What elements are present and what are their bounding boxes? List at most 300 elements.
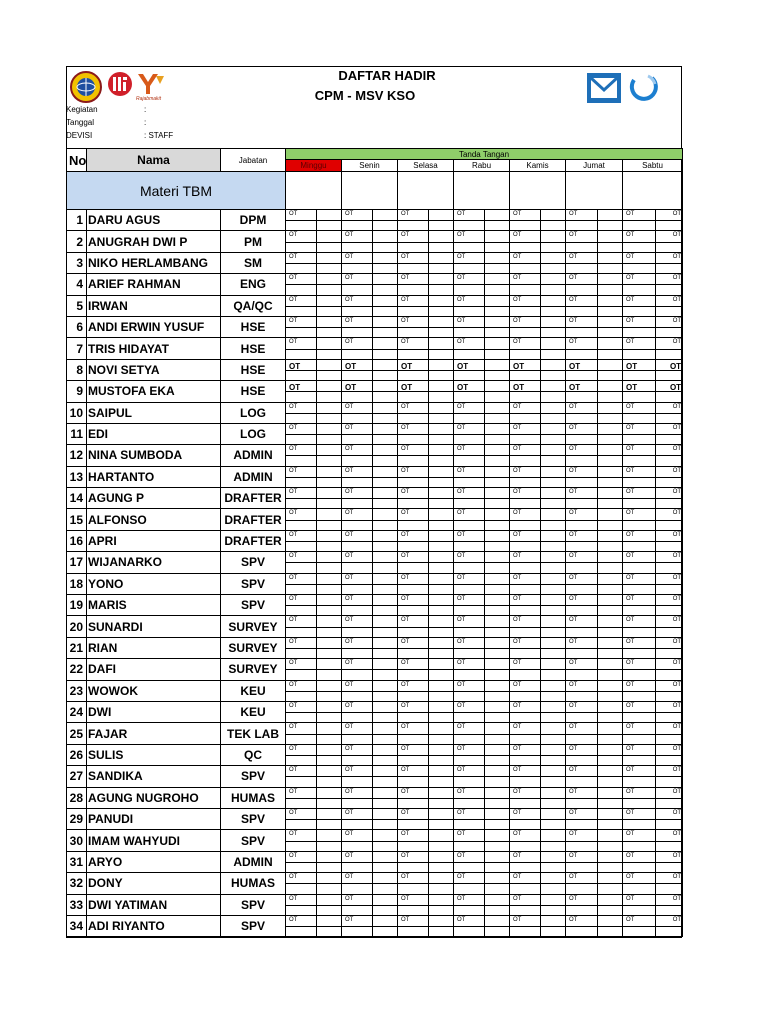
signature-cell[interactable] xyxy=(454,530,510,551)
signature-cell[interactable] xyxy=(454,381,510,402)
signature-cell[interactable] xyxy=(286,210,342,231)
signature-cell[interactable] xyxy=(286,573,342,594)
signature-cell[interactable] xyxy=(398,830,454,851)
cell-divider xyxy=(566,284,622,285)
signature-cell[interactable] xyxy=(566,274,623,295)
signature-cell[interactable] xyxy=(398,445,454,466)
ot-mark: OT xyxy=(289,702,298,709)
cell-divider xyxy=(566,819,622,820)
ot-mark: OT xyxy=(672,339,682,346)
signature-cell[interactable] xyxy=(398,231,454,252)
signature-cell[interactable] xyxy=(566,466,623,487)
signature-cell[interactable] xyxy=(286,766,342,787)
signature-cell[interactable] xyxy=(454,274,510,295)
signature-cell[interactable] xyxy=(398,316,454,337)
signature-cell[interactable] xyxy=(454,808,510,829)
ot-mark: OT xyxy=(401,403,410,410)
signature-cell[interactable] xyxy=(342,915,398,936)
signature-cell[interactable] xyxy=(398,723,454,744)
signature-cell[interactable] xyxy=(454,701,510,722)
signature-cell[interactable] xyxy=(342,616,398,637)
signature-cell[interactable] xyxy=(566,808,623,829)
signature-cell[interactable] xyxy=(398,637,454,658)
signature-cell[interactable] xyxy=(510,509,566,530)
signature-cell[interactable] xyxy=(566,915,623,936)
signature-cell[interactable] xyxy=(623,231,683,252)
signature-cell[interactable] xyxy=(510,595,566,616)
signature-cell[interactable] xyxy=(342,210,398,231)
signature-cell[interactable] xyxy=(398,381,454,402)
signature-cell[interactable] xyxy=(510,338,566,359)
signature-cell[interactable] xyxy=(454,787,510,808)
row-nama: FAJAR xyxy=(87,723,221,744)
signature-cell[interactable] xyxy=(342,595,398,616)
signature-cell[interactable] xyxy=(342,295,398,316)
signature-cell[interactable] xyxy=(454,659,510,680)
signature-cell[interactable] xyxy=(342,830,398,851)
signature-cell[interactable] xyxy=(286,488,342,509)
signature-cell[interactable] xyxy=(286,466,342,487)
signature-cell[interactable] xyxy=(566,595,623,616)
signature-cell[interactable] xyxy=(342,680,398,701)
signature-cell[interactable] xyxy=(510,381,566,402)
signature-cell[interactable] xyxy=(566,701,623,722)
signature-cell[interactable] xyxy=(566,659,623,680)
signature-cell[interactable] xyxy=(510,787,566,808)
signature-cell[interactable] xyxy=(566,766,623,787)
signature-cell[interactable] xyxy=(342,851,398,872)
cell-divider xyxy=(372,809,373,829)
row-nama: ARYO xyxy=(87,851,221,872)
signature-cell[interactable] xyxy=(566,445,623,466)
signature-cell[interactable] xyxy=(623,316,683,337)
signature-cell[interactable] xyxy=(510,295,566,316)
ot-mark: OT xyxy=(457,253,466,260)
signature-cell[interactable] xyxy=(454,316,510,337)
signature-cell[interactable] xyxy=(623,530,683,551)
signature-cell[interactable] xyxy=(398,530,454,551)
signature-cell[interactable] xyxy=(342,381,398,402)
table-row xyxy=(67,381,683,402)
cell-divider xyxy=(454,755,509,756)
cell-divider xyxy=(372,745,373,765)
cell-divider xyxy=(428,274,429,294)
signature-cell[interactable] xyxy=(286,509,342,530)
signature-cell[interactable] xyxy=(398,808,454,829)
signature-cell[interactable] xyxy=(566,359,623,380)
signature-cell[interactable] xyxy=(566,509,623,530)
ot-mark: OT xyxy=(345,574,354,581)
signature-cell[interactable] xyxy=(623,274,683,295)
signature-cell[interactable] xyxy=(623,851,683,872)
signature-cell[interactable] xyxy=(454,851,510,872)
signature-cell[interactable] xyxy=(454,894,510,915)
cell-divider xyxy=(623,263,682,264)
cell-divider xyxy=(510,306,565,307)
signature-cell[interactable] xyxy=(398,295,454,316)
signature-cell[interactable] xyxy=(623,466,683,487)
signature-cell[interactable] xyxy=(510,359,566,380)
signature-cell[interactable] xyxy=(286,915,342,936)
signature-cell[interactable] xyxy=(398,359,454,380)
signature-cell[interactable] xyxy=(398,423,454,444)
signature-cell[interactable] xyxy=(398,252,454,273)
signature-cell[interactable] xyxy=(623,616,683,637)
signature-cell[interactable] xyxy=(623,445,683,466)
signature-cell[interactable] xyxy=(342,637,398,658)
cell-divider xyxy=(655,552,656,572)
signature-cell[interactable] xyxy=(510,573,566,594)
signature-cell[interactable] xyxy=(398,466,454,487)
signature-cell[interactable] xyxy=(454,210,510,231)
signature-cell[interactable] xyxy=(623,595,683,616)
signature-cell[interactable] xyxy=(398,552,454,573)
signature-cell[interactable] xyxy=(286,616,342,637)
signature-cell[interactable] xyxy=(398,659,454,680)
row-nama: IRWAN xyxy=(87,295,221,316)
signature-cell[interactable] xyxy=(398,573,454,594)
signature-cell[interactable] xyxy=(623,894,683,915)
signature-cell[interactable] xyxy=(454,680,510,701)
signature-cell[interactable] xyxy=(566,381,623,402)
ot-mark: OT xyxy=(457,895,466,902)
signature-cell[interactable] xyxy=(623,210,683,231)
signature-cell[interactable] xyxy=(398,595,454,616)
signature-cell[interactable] xyxy=(566,295,623,316)
row-nama: YONO xyxy=(87,573,221,594)
signature-cell[interactable] xyxy=(398,274,454,295)
cell-divider xyxy=(566,413,622,414)
signature-cell[interactable] xyxy=(623,573,683,594)
signature-cell[interactable] xyxy=(286,359,342,380)
signature-cell[interactable] xyxy=(286,295,342,316)
signature-cell[interactable] xyxy=(623,787,683,808)
signature-cell[interactable] xyxy=(286,830,342,851)
signature-cell[interactable] xyxy=(623,766,683,787)
cell-divider xyxy=(342,498,397,499)
signature-cell[interactable] xyxy=(454,359,510,380)
signature-cell[interactable] xyxy=(454,338,510,359)
cell-divider xyxy=(510,541,565,542)
signature-cell[interactable] xyxy=(286,723,342,744)
cell-divider xyxy=(342,306,397,307)
signature-cell[interactable] xyxy=(510,274,566,295)
signature-cell[interactable] xyxy=(454,915,510,936)
signature-cell[interactable] xyxy=(510,766,566,787)
signature-cell[interactable] xyxy=(398,787,454,808)
cell-divider xyxy=(623,905,682,906)
signature-cell[interactable] xyxy=(286,274,342,295)
signature-cell[interactable] xyxy=(286,680,342,701)
ot-mark: OT xyxy=(401,531,410,538)
signature-cell[interactable] xyxy=(286,851,342,872)
signature-cell[interactable] xyxy=(510,744,566,765)
signature-cell[interactable] xyxy=(342,873,398,894)
signature-cell[interactable] xyxy=(623,744,683,765)
signature-cell[interactable] xyxy=(342,488,398,509)
signature-cell[interactable] xyxy=(342,573,398,594)
signature-cell[interactable] xyxy=(342,274,398,295)
signature-cell[interactable] xyxy=(623,915,683,936)
signature-cell[interactable] xyxy=(623,701,683,722)
signature-cell[interactable] xyxy=(398,338,454,359)
signature-cell[interactable] xyxy=(286,808,342,829)
signature-cell[interactable] xyxy=(623,423,683,444)
signature-cell[interactable] xyxy=(510,659,566,680)
signature-cell[interactable] xyxy=(342,466,398,487)
signature-cell[interactable] xyxy=(398,744,454,765)
signature-cell[interactable] xyxy=(454,766,510,787)
signature-cell[interactable] xyxy=(398,509,454,530)
signature-cell[interactable] xyxy=(286,552,342,573)
tanggal-value: : xyxy=(144,118,147,127)
signature-cell[interactable] xyxy=(566,488,623,509)
signature-cell[interactable] xyxy=(566,210,623,231)
signature-cell[interactable] xyxy=(342,552,398,573)
signature-cell[interactable] xyxy=(286,637,342,658)
ot-mark: OT xyxy=(289,361,301,371)
signature-cell[interactable] xyxy=(623,808,683,829)
signature-cell[interactable] xyxy=(623,552,683,573)
devisi-label: DEVISI xyxy=(66,131,93,140)
signature-cell[interactable] xyxy=(454,744,510,765)
signature-cell[interactable] xyxy=(510,210,566,231)
signature-cell[interactable] xyxy=(398,701,454,722)
cell-divider xyxy=(286,691,341,692)
signature-cell[interactable] xyxy=(510,231,566,252)
signature-cell[interactable] xyxy=(454,488,510,509)
signature-cell[interactable] xyxy=(398,488,454,509)
signature-cell[interactable] xyxy=(454,573,510,594)
signature-cell[interactable] xyxy=(566,787,623,808)
row-number: 2 xyxy=(67,231,87,252)
signature-cell[interactable] xyxy=(286,744,342,765)
ot-mark: OT xyxy=(672,574,682,581)
signature-cell[interactable] xyxy=(510,808,566,829)
signature-cell[interactable] xyxy=(566,851,623,872)
signature-cell[interactable] xyxy=(286,659,342,680)
signature-cell[interactable] xyxy=(623,381,683,402)
signature-cell[interactable] xyxy=(510,488,566,509)
signature-cell[interactable] xyxy=(510,316,566,337)
cell-divider xyxy=(484,809,485,829)
signature-cell[interactable] xyxy=(623,252,683,273)
signature-cell[interactable] xyxy=(566,530,623,551)
signature-cell[interactable] xyxy=(398,851,454,872)
signature-cell[interactable] xyxy=(342,402,398,423)
signature-cell[interactable] xyxy=(342,723,398,744)
signature-cell[interactable] xyxy=(566,252,623,273)
cell-divider xyxy=(342,776,397,777)
signature-cell[interactable] xyxy=(566,894,623,915)
signature-cell[interactable] xyxy=(342,423,398,444)
signature-cell[interactable] xyxy=(342,701,398,722)
cell-divider xyxy=(484,916,485,936)
signature-cell[interactable] xyxy=(342,808,398,829)
signature-cell[interactable] xyxy=(342,252,398,273)
signature-cell[interactable] xyxy=(623,488,683,509)
table-row xyxy=(67,423,683,444)
signature-cell[interactable] xyxy=(454,723,510,744)
signature-cell[interactable] xyxy=(286,338,342,359)
ot-mark: OT xyxy=(457,681,466,688)
signature-cell[interactable] xyxy=(566,573,623,594)
signature-cell[interactable] xyxy=(286,595,342,616)
signature-cell[interactable] xyxy=(566,552,623,573)
signature-cell[interactable] xyxy=(286,252,342,273)
signature-cell[interactable] xyxy=(566,744,623,765)
signature-cell[interactable] xyxy=(510,680,566,701)
signature-cell[interactable] xyxy=(398,402,454,423)
signature-cell[interactable] xyxy=(510,552,566,573)
cell-divider xyxy=(372,467,373,487)
signature-cell[interactable] xyxy=(510,445,566,466)
signature-cell[interactable] xyxy=(454,637,510,658)
signature-cell[interactable] xyxy=(342,359,398,380)
cell-divider xyxy=(484,445,485,465)
signature-cell[interactable] xyxy=(623,680,683,701)
table-row xyxy=(67,509,683,530)
signature-cell[interactable] xyxy=(286,701,342,722)
signature-cell[interactable] xyxy=(342,509,398,530)
signature-cell[interactable] xyxy=(398,210,454,231)
signature-cell[interactable] xyxy=(566,316,623,337)
signature-cell[interactable] xyxy=(342,766,398,787)
signature-cell[interactable] xyxy=(510,466,566,487)
signature-cell[interactable] xyxy=(286,231,342,252)
cell-divider xyxy=(655,574,656,594)
ot-mark: OT xyxy=(289,788,298,795)
signature-cell[interactable] xyxy=(398,616,454,637)
signature-cell[interactable] xyxy=(454,873,510,894)
row-number: 3 xyxy=(67,252,87,273)
signature-cell[interactable] xyxy=(510,423,566,444)
signature-cell[interactable] xyxy=(286,530,342,551)
signature-cell[interactable] xyxy=(510,252,566,273)
signature-cell[interactable] xyxy=(510,402,566,423)
signature-cell[interactable] xyxy=(454,830,510,851)
signature-cell[interactable] xyxy=(510,894,566,915)
signature-cell[interactable] xyxy=(623,402,683,423)
signature-cell[interactable] xyxy=(510,873,566,894)
signature-cell[interactable] xyxy=(342,744,398,765)
signature-cell[interactable] xyxy=(566,723,623,744)
signature-cell[interactable] xyxy=(342,231,398,252)
signature-cell[interactable] xyxy=(286,787,342,808)
signature-cell[interactable] xyxy=(510,830,566,851)
signature-cell[interactable] xyxy=(342,445,398,466)
signature-cell[interactable] xyxy=(454,595,510,616)
cell-divider xyxy=(540,745,541,765)
signature-cell[interactable] xyxy=(566,616,623,637)
signature-cell[interactable] xyxy=(342,530,398,551)
signature-cell[interactable] xyxy=(286,402,342,423)
signature-cell[interactable] xyxy=(342,894,398,915)
signature-cell[interactable] xyxy=(623,637,683,658)
signature-cell[interactable] xyxy=(398,766,454,787)
signature-cell[interactable] xyxy=(286,423,342,444)
signature-cell[interactable] xyxy=(510,616,566,637)
signature-cell[interactable] xyxy=(454,402,510,423)
signature-cell[interactable] xyxy=(623,659,683,680)
signature-cell[interactable] xyxy=(623,509,683,530)
signature-cell[interactable] xyxy=(510,637,566,658)
signature-cell[interactable] xyxy=(623,295,683,316)
signature-cell[interactable] xyxy=(286,894,342,915)
signature-cell[interactable] xyxy=(398,915,454,936)
ot-mark: OT xyxy=(345,232,354,239)
signature-cell[interactable] xyxy=(566,680,623,701)
signature-cell[interactable] xyxy=(623,359,683,380)
signature-cell[interactable] xyxy=(286,381,342,402)
signature-cell[interactable] xyxy=(623,723,683,744)
signature-cell[interactable] xyxy=(398,873,454,894)
signature-cell[interactable] xyxy=(510,915,566,936)
ot-mark: OT xyxy=(457,809,466,816)
signature-cell[interactable] xyxy=(623,338,683,359)
signature-cell[interactable] xyxy=(286,873,342,894)
signature-cell[interactable] xyxy=(342,659,398,680)
signature-cell[interactable] xyxy=(510,530,566,551)
ot-mark: OT xyxy=(289,275,298,282)
signature-cell[interactable] xyxy=(566,637,623,658)
signature-cell[interactable] xyxy=(566,423,623,444)
ot-mark: OT xyxy=(457,874,466,881)
signature-cell[interactable] xyxy=(623,830,683,851)
ot-mark: OT xyxy=(672,296,682,303)
page-subtitle: CPM - MSV KSO xyxy=(314,88,416,103)
signature-cell[interactable] xyxy=(623,873,683,894)
signature-cell[interactable] xyxy=(454,295,510,316)
cell-divider xyxy=(398,734,453,735)
signature-cell[interactable] xyxy=(454,616,510,637)
signature-cell[interactable] xyxy=(342,338,398,359)
signature-cell[interactable] xyxy=(566,830,623,851)
materi-cell xyxy=(510,172,566,210)
signature-cell[interactable] xyxy=(454,445,510,466)
signature-cell[interactable] xyxy=(566,402,623,423)
signature-cell[interactable] xyxy=(454,423,510,444)
cell-divider xyxy=(454,413,509,414)
signature-cell[interactable] xyxy=(454,231,510,252)
signature-cell[interactable] xyxy=(566,338,623,359)
signature-cell[interactable] xyxy=(454,466,510,487)
cell-divider xyxy=(342,520,397,521)
cell-divider xyxy=(286,562,341,563)
cell-divider xyxy=(623,349,682,350)
signature-cell[interactable] xyxy=(454,552,510,573)
signature-cell[interactable] xyxy=(286,316,342,337)
signature-cell[interactable] xyxy=(398,894,454,915)
signature-cell[interactable] xyxy=(398,680,454,701)
signature-cell[interactable] xyxy=(286,445,342,466)
cell-divider xyxy=(398,862,453,863)
ot-mark: OT xyxy=(569,510,578,517)
cell-divider xyxy=(316,317,317,337)
cell-divider xyxy=(428,723,429,743)
signature-cell[interactable] xyxy=(342,316,398,337)
cell-divider xyxy=(342,798,397,799)
signature-cell[interactable] xyxy=(510,851,566,872)
signature-cell[interactable] xyxy=(566,873,623,894)
signature-cell[interactable] xyxy=(566,231,623,252)
signature-cell[interactable] xyxy=(454,252,510,273)
cell-divider xyxy=(428,873,429,893)
signature-cell[interactable] xyxy=(454,509,510,530)
signature-cell[interactable] xyxy=(510,723,566,744)
signature-cell[interactable] xyxy=(342,787,398,808)
signature-cell[interactable] xyxy=(510,701,566,722)
